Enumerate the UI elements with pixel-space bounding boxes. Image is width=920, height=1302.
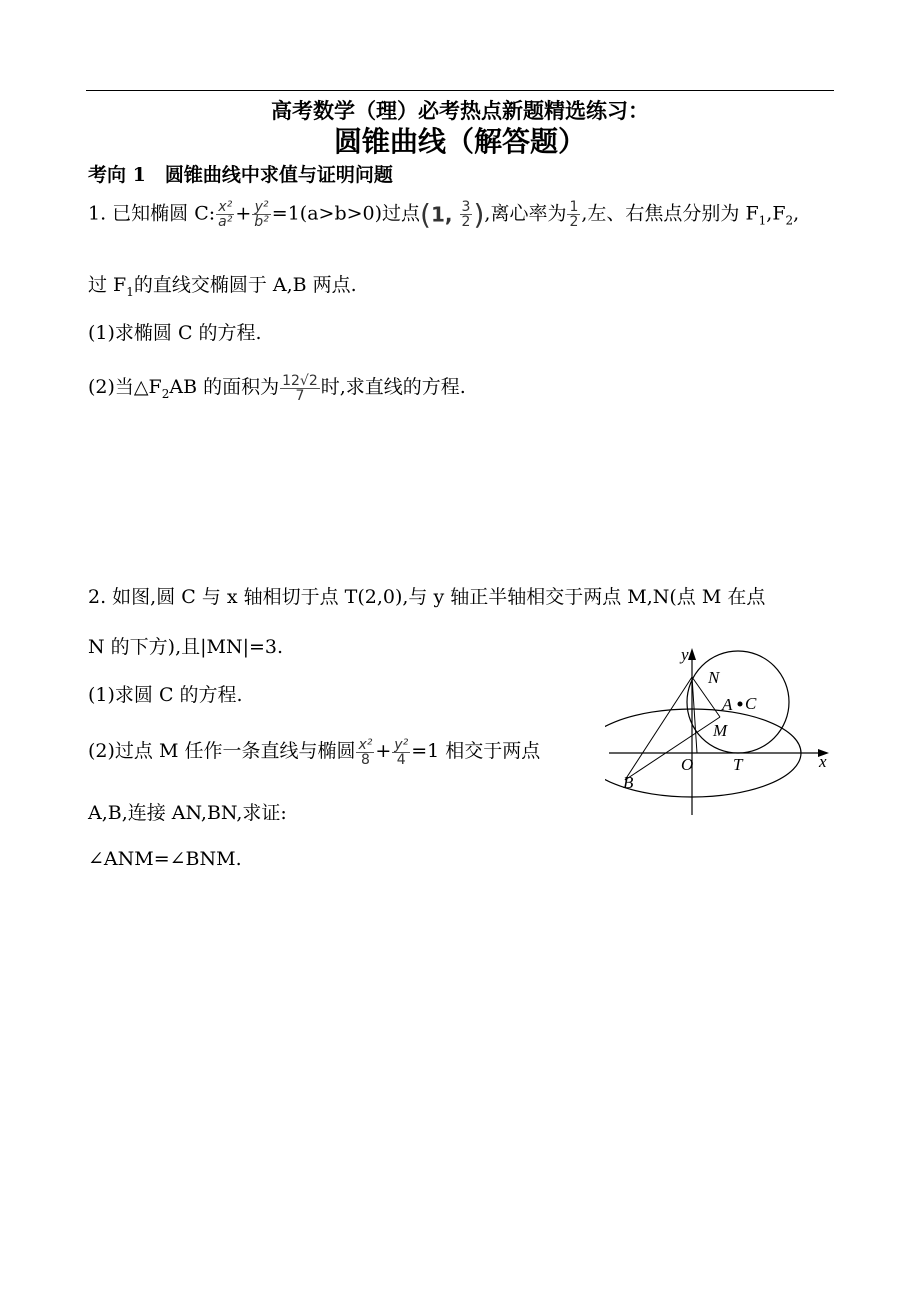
q1-line-2: 过 $F_1$的直线交椭圆于 A,B 两点. — [88, 274, 357, 299]
section-heading: 考向 1 圆锥曲线中求值与证明问题 — [88, 164, 393, 186]
frac-y2-4: $\frac{\text{y²}}{4}$ — [394, 736, 409, 768]
label-A: A — [722, 695, 733, 714]
center-point-C — [738, 702, 743, 707]
q1-part-2: (2)当$\triangle F_2AB$ 的面积为 $\frac{12√2}{7}$ 时,求直线的方程. — [88, 372, 466, 404]
frac-y2-b2: $\frac{\text{y²}}{\text{b²}}$ — [254, 199, 269, 230]
frac-x2-8: $\frac{\text{x²}}{8}$ — [358, 736, 373, 768]
label-N: N — [708, 668, 720, 687]
label-y: y — [681, 645, 689, 664]
frac-area: $\frac{12√2}{7}$ — [282, 372, 318, 404]
q2-line-2: N 的下方),且|MN|=3. — [88, 636, 284, 658]
label-B: B — [623, 773, 634, 792]
q2-line-5: A,B,连接 AN,BN,求证: — [88, 802, 287, 824]
frac-3-2: $\frac{3}{2}$ — [461, 199, 471, 230]
geometry-figure — [605, 640, 835, 820]
q2-part-1: (1)求圆 C 的方程. — [88, 684, 243, 706]
frac-eccentricity: $\frac{1}{2}$ — [569, 199, 579, 230]
label-O: O — [681, 755, 694, 774]
q1-part-1: (1)求椭圆 C 的方程. — [88, 322, 262, 344]
page-title: 高考数学（理）必考热点新题精选练习： — [271, 98, 649, 123]
circle-c — [687, 651, 789, 753]
q1-line-1: 1. 已知椭圆 C: $\frac{\text{x²}}{\text{a²}}$ + $\frac{\text{y²}}{\text{b²}}$ =1(a>b>0)过点(1, $\frac{3}{2}$ ),离心率为 $\frac{1}{2}$ ,左、右焦点分别为 $F_1,F_2$, — [88, 198, 800, 231]
page-subtitle: 圆锥曲线（解答题） — [333, 125, 586, 158]
label-C: C — [745, 694, 757, 713]
y-axis-arrow — [688, 648, 696, 660]
label-x: x — [819, 752, 827, 771]
label-M: M — [713, 721, 728, 740]
header-rule — [86, 90, 834, 91]
label-T: T — [733, 755, 743, 774]
segment-BA — [625, 717, 720, 780]
segment-N-down — [692, 677, 697, 753]
frac-x2-a2: $\frac{\text{x²}}{\text{a²}}$ — [218, 199, 233, 230]
q2-line-6: ∠ANM=∠BNM. — [88, 848, 242, 870]
q2-line-1: 2. 如图,圆 C 与 x 轴相切于点 T(2,0),与 y 轴正半轴相交于两点 M,N(点 M 在点 — [88, 586, 766, 608]
q2-part-2: (2)过点 M 任作一条直线与椭圆 $\frac{\text{x²}}{8}$ + $\frac{\text{y²}}{4}$ =1 相交于两点 — [88, 736, 541, 768]
